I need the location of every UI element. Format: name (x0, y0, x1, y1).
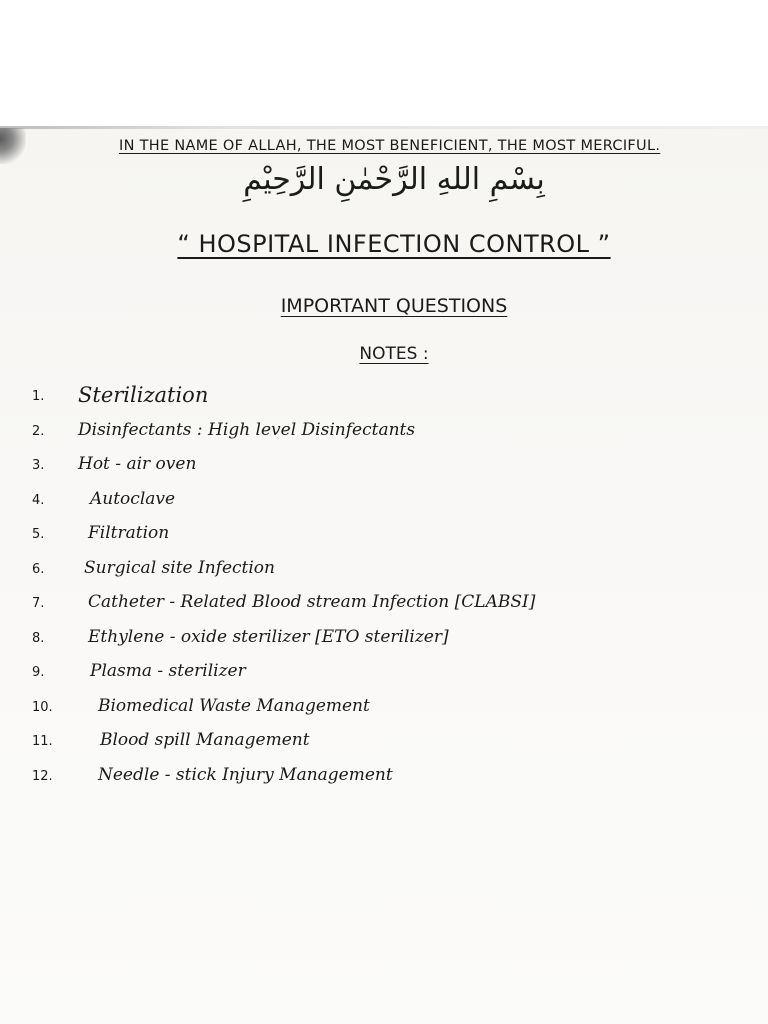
list-item-text: Disinfectants : High level Disinfectants (78, 419, 416, 440)
list-item-number: 11. (32, 734, 53, 749)
page-corner-shadow (0, 128, 26, 164)
list-item-text: Catheter - Related Blood stream Infection [CLABSI] (88, 592, 536, 612)
list-item-text: Surgical site Infection (84, 557, 275, 578)
notes-heading-text: NOTES : (359, 344, 429, 364)
questions-list (28, 383, 748, 797)
list-item-text: Plasma - sterilizer (90, 661, 246, 681)
list-item-number: 7. (32, 596, 45, 611)
list-item-number: 1. (32, 389, 45, 404)
list-item-text: Needle - stick Injury Management (98, 764, 393, 785)
list-item (28, 383, 748, 418)
page-top-edge (0, 126, 768, 129)
list-item (28, 556, 748, 591)
list-item-text: Sterilization (78, 383, 209, 407)
list-item-number: 12. (32, 768, 53, 784)
list-item-text: Filtration (88, 523, 170, 543)
page-subtitle (0, 295, 768, 317)
list-item (28, 728, 748, 763)
invocation-english: IN THE NAME OF ALLAH, THE MOST BENEFICIENT, THE MOST MERCIFUL. (119, 138, 661, 154)
list-item-number: 4. (32, 492, 45, 508)
list-item-number: 6. (32, 561, 45, 577)
list-item-number: 2. (32, 423, 45, 439)
list-item (28, 659, 748, 694)
page-title-text: “ HOSPITAL INFECTION CONTROL ” (177, 230, 611, 258)
list-item-text: Biomedical Waste Management (98, 695, 370, 716)
list-item-text: Blood spill Management (100, 730, 310, 750)
invocation-arabic: بِسْمِ اللهِ الرَّحْمٰنِ الرَّحِيْمِ (243, 162, 545, 197)
list-item-text: Hot - air oven (78, 454, 197, 474)
list-item (28, 763, 748, 798)
list-item (28, 694, 748, 729)
list-item-number: 3. (32, 458, 45, 473)
notes-heading (0, 344, 768, 364)
list-item (28, 452, 748, 487)
list-item (28, 418, 748, 453)
list-item-number: 8. (32, 630, 45, 646)
list-item-number: 10. (32, 699, 53, 715)
list-item-text: Autoclave (90, 488, 176, 509)
list-item (28, 487, 748, 522)
list-item (28, 590, 748, 625)
list-item-number: 5. (32, 527, 45, 542)
page-subtitle-text: IMPORTANT QUESTIONS (280, 295, 508, 317)
list-item (28, 625, 748, 660)
list-item-text: Ethylene - oxide sterilizer [ETO sterilizer] (88, 626, 449, 647)
list-item (28, 521, 748, 556)
page-title (0, 230, 768, 258)
list-item-number: 9. (32, 665, 45, 680)
